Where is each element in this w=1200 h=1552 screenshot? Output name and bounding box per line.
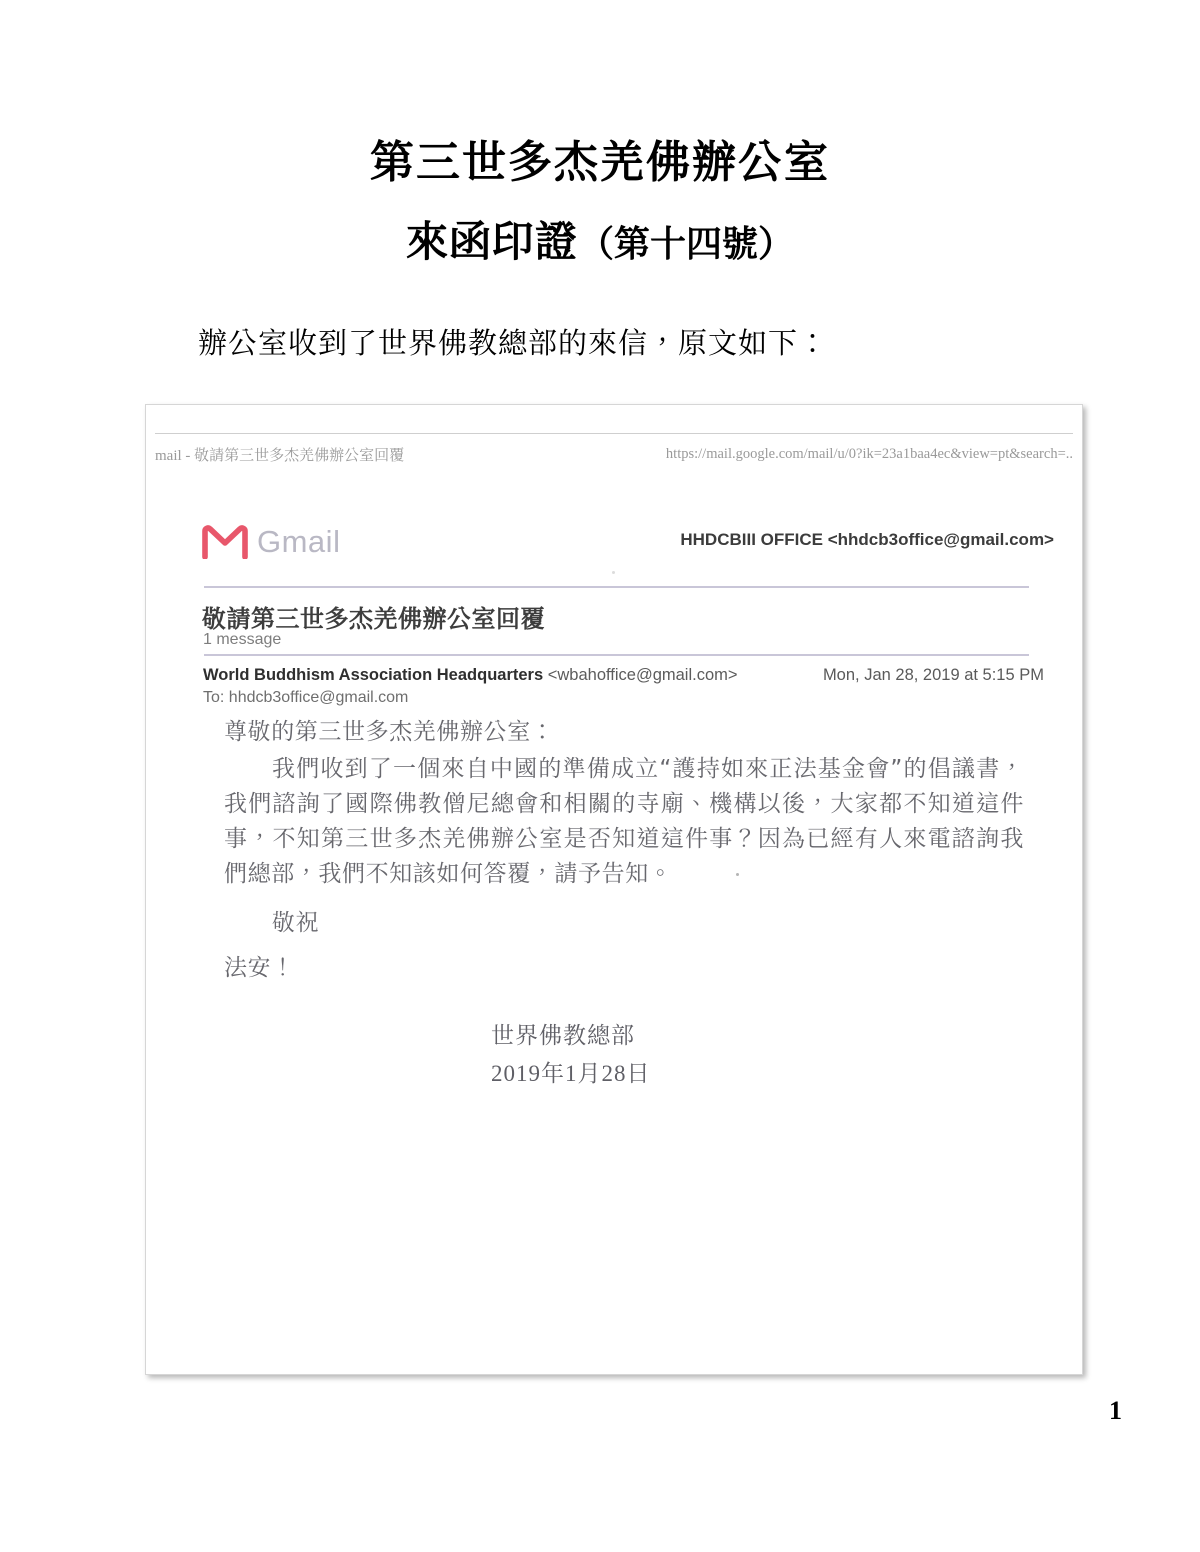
header-divider: [204, 586, 1029, 588]
email-sender-line: [203, 666, 803, 685]
document-intro-text: 辦公室收到了世界佛教總部的來信，原文如下：: [198, 328, 829, 360]
email-body-paragraph: 我們收到了一個來自中國的準備成立“護持如來正法基金會”的倡議書，我們諮詢了國際佛教僧尼總會和相關的寺廟、機構以後，大家都不知道這件事，不知第三世多杰羌佛辦公室是否知道這件事？因為已經有人來電諮詢我們總部，我們不知該如何答覆，請予告知。: [224, 756, 1024, 887]
gmail-wordmark: Gmail: [257, 524, 341, 559]
subject-divider: [204, 654, 1029, 656]
page-number: 1: [1109, 1396, 1122, 1425]
page-title: 第三世多杰羌佛辦公室: [370, 138, 830, 187]
gmail-m-icon: [202, 525, 248, 559]
email-signature-org: 世界佛教總部: [491, 1023, 635, 1048]
email-signature: [491, 1017, 651, 1093]
print-header-url: https://mail.google.com/mail/u/0?ik=23a1baa4ec&view=pt&search=..: [665, 445, 1073, 462]
email-body-blessing: 法安！: [224, 955, 295, 981]
email-sender-address: <wbahoffice@gmail.com>: [547, 666, 738, 684]
email-body: [224, 715, 1024, 986]
email-timestamp: Mon, Jan 28, 2019 at 5:15 PM: [822, 666, 1044, 684]
email-message-count: 1 message: [203, 631, 282, 648]
document-subtitle: [0, 214, 1200, 273]
document-title-block: [0, 134, 1200, 273]
email-sender-name: World Buddhism Association Headquarters: [203, 666, 544, 684]
email-subject: 敬請第三世多杰羌佛辦公室回覆: [202, 606, 545, 633]
gmail-header-row: [202, 520, 1074, 568]
scan-speck: [736, 873, 739, 876]
gmail-logo: [202, 520, 340, 564]
scan-speck: [612, 571, 615, 574]
print-header-rule: [155, 433, 1073, 434]
embedded-email-screenshot: [145, 404, 1083, 1375]
email-signature-date: 2019年1月28日: [491, 1061, 651, 1086]
document-subtitle-main: 來函印證: [405, 220, 578, 266]
document-subtitle-number: （第十四號）: [578, 224, 795, 264]
email-body-salutation: 尊敬的第三世多杰羌佛辦公室：: [224, 719, 555, 745]
email-body-closing: 敬祝: [272, 910, 320, 936]
email-sender-block: [203, 666, 803, 707]
email-recipient: To: hhdcb3office@gmail.com: [203, 689, 409, 706]
print-header-page-title: mail - 敬請第三世多杰羌佛辦公室回覆: [155, 447, 405, 464]
gmail-account-label: HHDCBIII OFFICE <hhdcb3office@gmail.com>: [680, 530, 1054, 549]
print-header: [155, 443, 1073, 465]
